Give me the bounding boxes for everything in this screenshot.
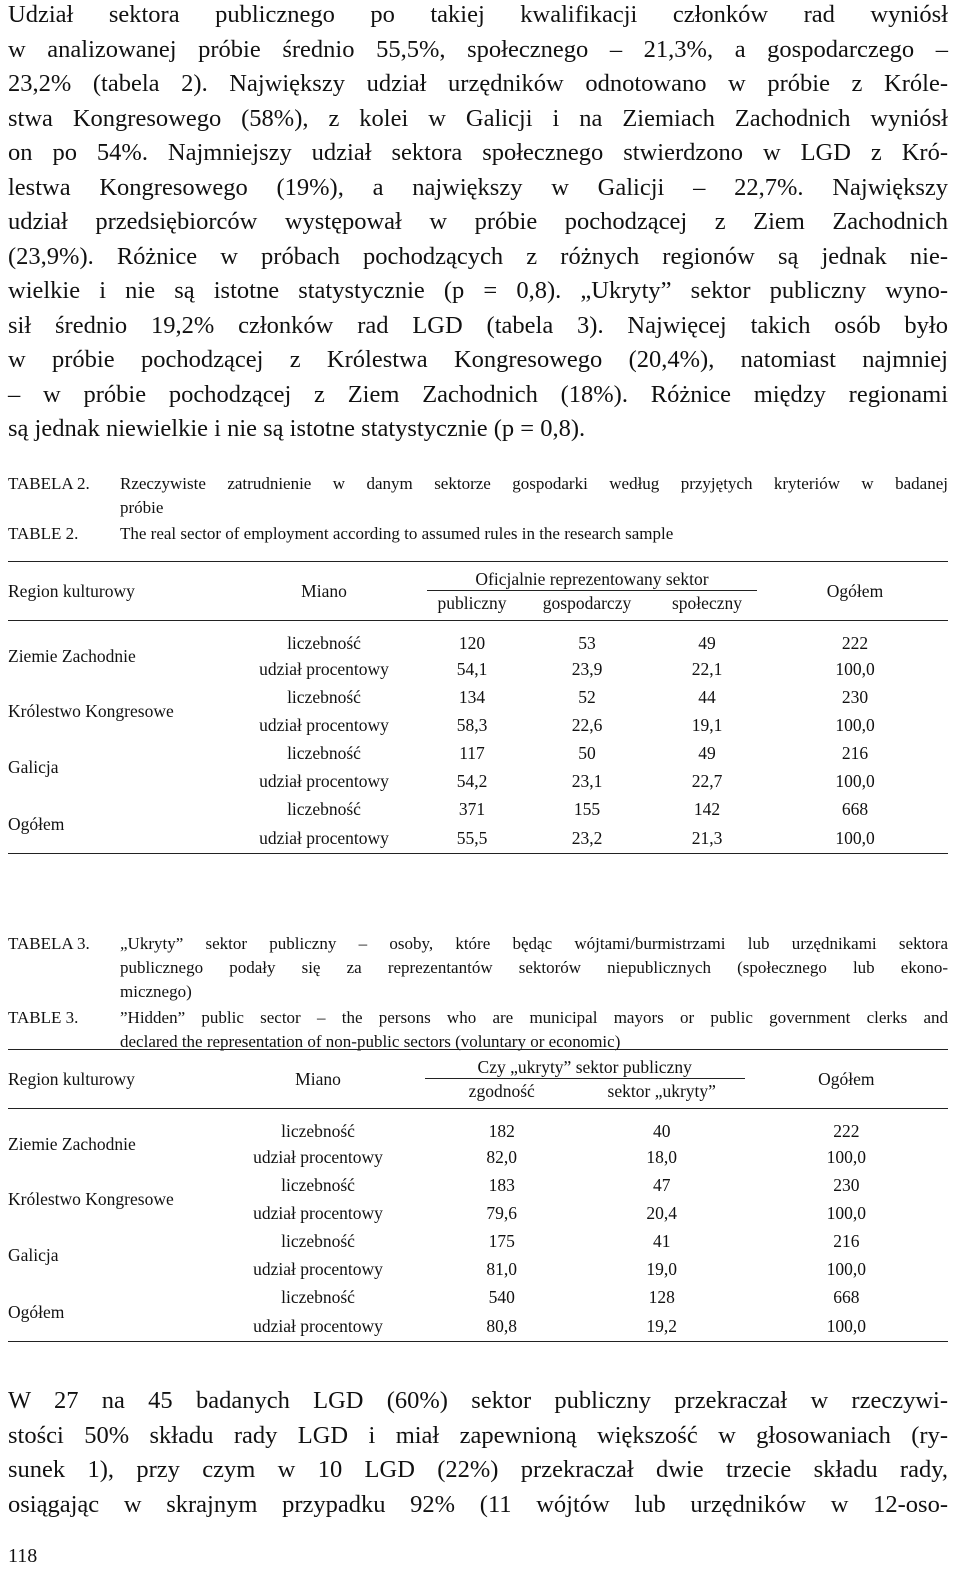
text-line: są jednak niewielkie i nie są istotne statystycznie (p = 0,8). bbox=[8, 415, 586, 442]
caption-line: declared the representation of non-public sectors (voluntary or economic) bbox=[120, 1032, 621, 1051]
caption-line: ”Hidden” public sector – the persons who are municipal mayors or public government clerks and bbox=[120, 1008, 948, 1027]
cell: 47 bbox=[652, 1175, 671, 1195]
row-measure: liczebność bbox=[287, 687, 361, 707]
cell: 216 bbox=[833, 1231, 860, 1251]
text-line: stości 50% składu rady LGD i miał zapewnioną większość w głosowaniach (ry- bbox=[8, 1421, 948, 1449]
table-row bbox=[8, 1171, 948, 1199]
cell: 142 bbox=[693, 799, 721, 819]
paragraph-2 bbox=[8, 1384, 948, 1522]
cell: 53 bbox=[578, 633, 596, 653]
cell: 22,6 bbox=[571, 715, 603, 735]
row-measure: udział procentowy bbox=[253, 1147, 383, 1167]
table-row bbox=[8, 683, 948, 711]
cell: 19,2 bbox=[646, 1316, 678, 1336]
table-2-label-pl: TABELA 2. bbox=[8, 474, 90, 493]
cell: 117 bbox=[459, 743, 485, 763]
cell: 20,4 bbox=[646, 1203, 678, 1223]
header-total: Ogółem bbox=[818, 1069, 875, 1089]
cell: 80,8 bbox=[486, 1316, 518, 1336]
table-2-caption bbox=[8, 472, 948, 546]
cell: 40 bbox=[652, 1121, 671, 1141]
header-sub: sektor „ukryty” bbox=[607, 1080, 716, 1101]
row-measure: liczebność bbox=[281, 1175, 355, 1195]
cell: 82,0 bbox=[486, 1147, 518, 1167]
cell: 54,1 bbox=[456, 659, 488, 679]
cell: 81,0 bbox=[486, 1259, 518, 1279]
row-measure: liczebność bbox=[281, 1287, 355, 1307]
cell: 41 bbox=[652, 1231, 671, 1251]
row-region: Ziemie Zachodnie bbox=[8, 646, 136, 666]
cell: 19,1 bbox=[691, 715, 723, 735]
page-number: 118 bbox=[8, 1545, 38, 1567]
caption-line: The real sector of employment according to assumed rules in the research sample bbox=[120, 524, 674, 543]
caption-line: publicznego podały się za reprezentantów sektorów niepublicznych (społecznego lub ekono- bbox=[120, 958, 948, 977]
cell: 54,2 bbox=[456, 771, 488, 791]
cell: 22,7 bbox=[691, 771, 723, 791]
cell: 120 bbox=[458, 633, 486, 653]
cell: 19,0 bbox=[646, 1259, 678, 1279]
text-line: wielkie i nie są istotne statystycznie (p = 0,8). „Ukryty” sektor publiczny wyno- bbox=[8, 277, 948, 304]
row-region: Ziemie Zachodnie bbox=[8, 1134, 136, 1154]
header-region: Region kulturowy bbox=[8, 1069, 135, 1089]
cell: 79,6 bbox=[486, 1203, 518, 1223]
cell: 21,3 bbox=[691, 828, 723, 848]
caption-line: „Ukryty” sektor publiczny – osoby, które będąc wójtami/burmistrzami lub urzędnikami sektora bbox=[120, 934, 948, 953]
text-line: 23,2% (tabela 2). Największy udział urzędników odnotowano w próbie z Króle- bbox=[8, 70, 948, 97]
cell: 49 bbox=[698, 633, 716, 653]
table-row bbox=[8, 795, 948, 823]
header-total: Ogółem bbox=[826, 581, 884, 601]
cell: 44 bbox=[698, 687, 716, 707]
header-group: Oficjalnie reprezentowany sektor bbox=[427, 568, 757, 591]
row-region: Królestwo Kongresowe bbox=[8, 1189, 174, 1209]
table-row bbox=[8, 1109, 948, 1144]
row-measure: udział procentowy bbox=[253, 1316, 383, 1336]
cell: 668 bbox=[833, 1287, 860, 1307]
cell: 49 bbox=[698, 743, 716, 763]
text-line: osiągając w skrajnym przypadku 92% (11 wójtów lub urzędników w 12-oso- bbox=[8, 1490, 948, 1518]
cell: 182 bbox=[488, 1121, 515, 1141]
text-line: lestwa Kongresowego (19%), a największy w Galicji – 22,7%. Największy bbox=[8, 173, 948, 201]
table-3 bbox=[8, 1049, 948, 1342]
cell: 23,1 bbox=[571, 771, 603, 791]
cell: 100,0 bbox=[826, 1203, 867, 1223]
cell: 100,0 bbox=[826, 1147, 867, 1167]
row-region: Królestwo Kongresowe bbox=[8, 701, 174, 721]
cell: 230 bbox=[841, 687, 869, 707]
cell: 18,0 bbox=[646, 1147, 678, 1167]
row-measure: liczebność bbox=[287, 633, 361, 653]
row-measure: udział procentowy bbox=[253, 1259, 383, 1279]
cell: 540 bbox=[488, 1287, 515, 1307]
header-sub: zgodność bbox=[468, 1080, 535, 1101]
text-line: stwa Kongresowego (58%), z kolei w Galicji i na Ziemiach Zachodnich wyniósł bbox=[8, 104, 948, 132]
row-measure: udział procentowy bbox=[259, 828, 389, 848]
cell: 100,0 bbox=[826, 1259, 867, 1279]
text-line: – w próbie pochodzącej z Ziem Zachodnich (18%). Różnice między regionami bbox=[8, 380, 948, 408]
table-row bbox=[8, 1283, 948, 1311]
row-measure: udział procentowy bbox=[259, 715, 389, 735]
cell: 52 bbox=[578, 687, 596, 707]
row-measure: liczebność bbox=[287, 743, 361, 763]
cell: 22,1 bbox=[691, 659, 723, 679]
cell: 222 bbox=[833, 1121, 860, 1141]
cell: 23,9 bbox=[571, 659, 603, 679]
cell: 23,2 bbox=[571, 828, 603, 848]
cell: 55,5 bbox=[456, 828, 488, 848]
text-line: sunek 1), przy czym w 10 LGD (22%) przekraczał dwie trzecie składu rady, bbox=[8, 1456, 948, 1483]
table-row bbox=[8, 739, 948, 767]
row-measure: udział procentowy bbox=[259, 771, 389, 791]
text-line: w próbie pochodzącej z Królestwa Kongresowego (20,4%), natomiast najmniej bbox=[8, 346, 948, 373]
header-sub: gospodarczy bbox=[542, 592, 632, 613]
cell: 100,0 bbox=[835, 715, 875, 735]
table-2-label-en: TABLE 2. bbox=[8, 524, 79, 543]
cell: 128 bbox=[648, 1287, 675, 1307]
text-line: (23,9%). Różnice w próbach pochodzących z różnych regionów są jednak nie- bbox=[8, 242, 948, 270]
table-2 bbox=[8, 561, 948, 854]
table-row bbox=[8, 1227, 948, 1255]
header-sub: publiczny bbox=[437, 592, 507, 613]
row-measure: liczebność bbox=[281, 1121, 355, 1141]
cell: 155 bbox=[573, 799, 601, 819]
paragraph-1 bbox=[8, 0, 948, 447]
row-region: Ogółem bbox=[8, 814, 65, 834]
header-region: Region kulturowy bbox=[8, 581, 135, 601]
row-measure: udział procentowy bbox=[259, 659, 389, 679]
cell: 175 bbox=[488, 1231, 515, 1251]
text-line: sił średnio 19,2% członków rad LGD (tabela 3). Najwięcej takich osób było bbox=[8, 311, 948, 339]
text-line: W 27 na 45 badanych LGD (60%) sektor publiczny przekraczał w rzeczywi- bbox=[8, 1387, 948, 1414]
text-line: Udział sektora publicznego po takiej kwalifikacji członków rad wyniósł bbox=[8, 1, 948, 28]
cell: 230 bbox=[833, 1175, 860, 1195]
header-measure: Miano bbox=[301, 581, 347, 601]
table-3-caption bbox=[8, 932, 948, 1054]
text-line: udział przedsiębiorców występował w próbie pochodzącej z Ziem Zachodnich bbox=[8, 208, 948, 235]
table-row bbox=[8, 621, 948, 656]
cell: 58,3 bbox=[456, 715, 488, 735]
caption-line: próbie bbox=[120, 498, 164, 517]
row-region: Galicja bbox=[8, 1245, 59, 1265]
row-measure: liczebność bbox=[287, 799, 361, 819]
header-sub: społeczny bbox=[672, 592, 742, 613]
header-measure: Miano bbox=[295, 1069, 341, 1089]
header-group: Czy „ukryty” sektor publiczny bbox=[425, 1056, 745, 1079]
text-line: on po 54%. Najmniejszy udział sektora społecznego stwierdzono w LGD z Kró- bbox=[8, 139, 948, 166]
cell: 183 bbox=[488, 1175, 515, 1195]
cell: 100,0 bbox=[826, 1316, 867, 1336]
cell: 134 bbox=[458, 687, 486, 707]
cell: 222 bbox=[841, 633, 869, 653]
table-3-label-pl: TABELA 3. bbox=[8, 934, 90, 953]
caption-line: micznego) bbox=[120, 982, 192, 1001]
text-line: w analizowanej próbie średnio 55,5%, społecznego – 21,3%, a gospodarczego – bbox=[8, 35, 948, 63]
caption-line: Rzeczywiste zatrudnienie w danym sektorze gospodarki według przyjętych kryteriów w badanej bbox=[120, 474, 948, 493]
table-3-label-en: TABLE 3. bbox=[8, 1008, 79, 1027]
cell: 216 bbox=[841, 743, 869, 763]
cell: 100,0 bbox=[835, 771, 875, 791]
cell: 371 bbox=[458, 799, 486, 819]
row-measure: liczebność bbox=[281, 1231, 355, 1251]
row-region: Ogółem bbox=[8, 1302, 65, 1322]
row-region: Galicja bbox=[8, 757, 59, 777]
row-measure: udział procentowy bbox=[253, 1203, 383, 1223]
cell: 668 bbox=[841, 799, 869, 819]
cell: 50 bbox=[578, 743, 596, 763]
cell: 100,0 bbox=[835, 828, 875, 848]
cell: 100,0 bbox=[835, 659, 875, 679]
